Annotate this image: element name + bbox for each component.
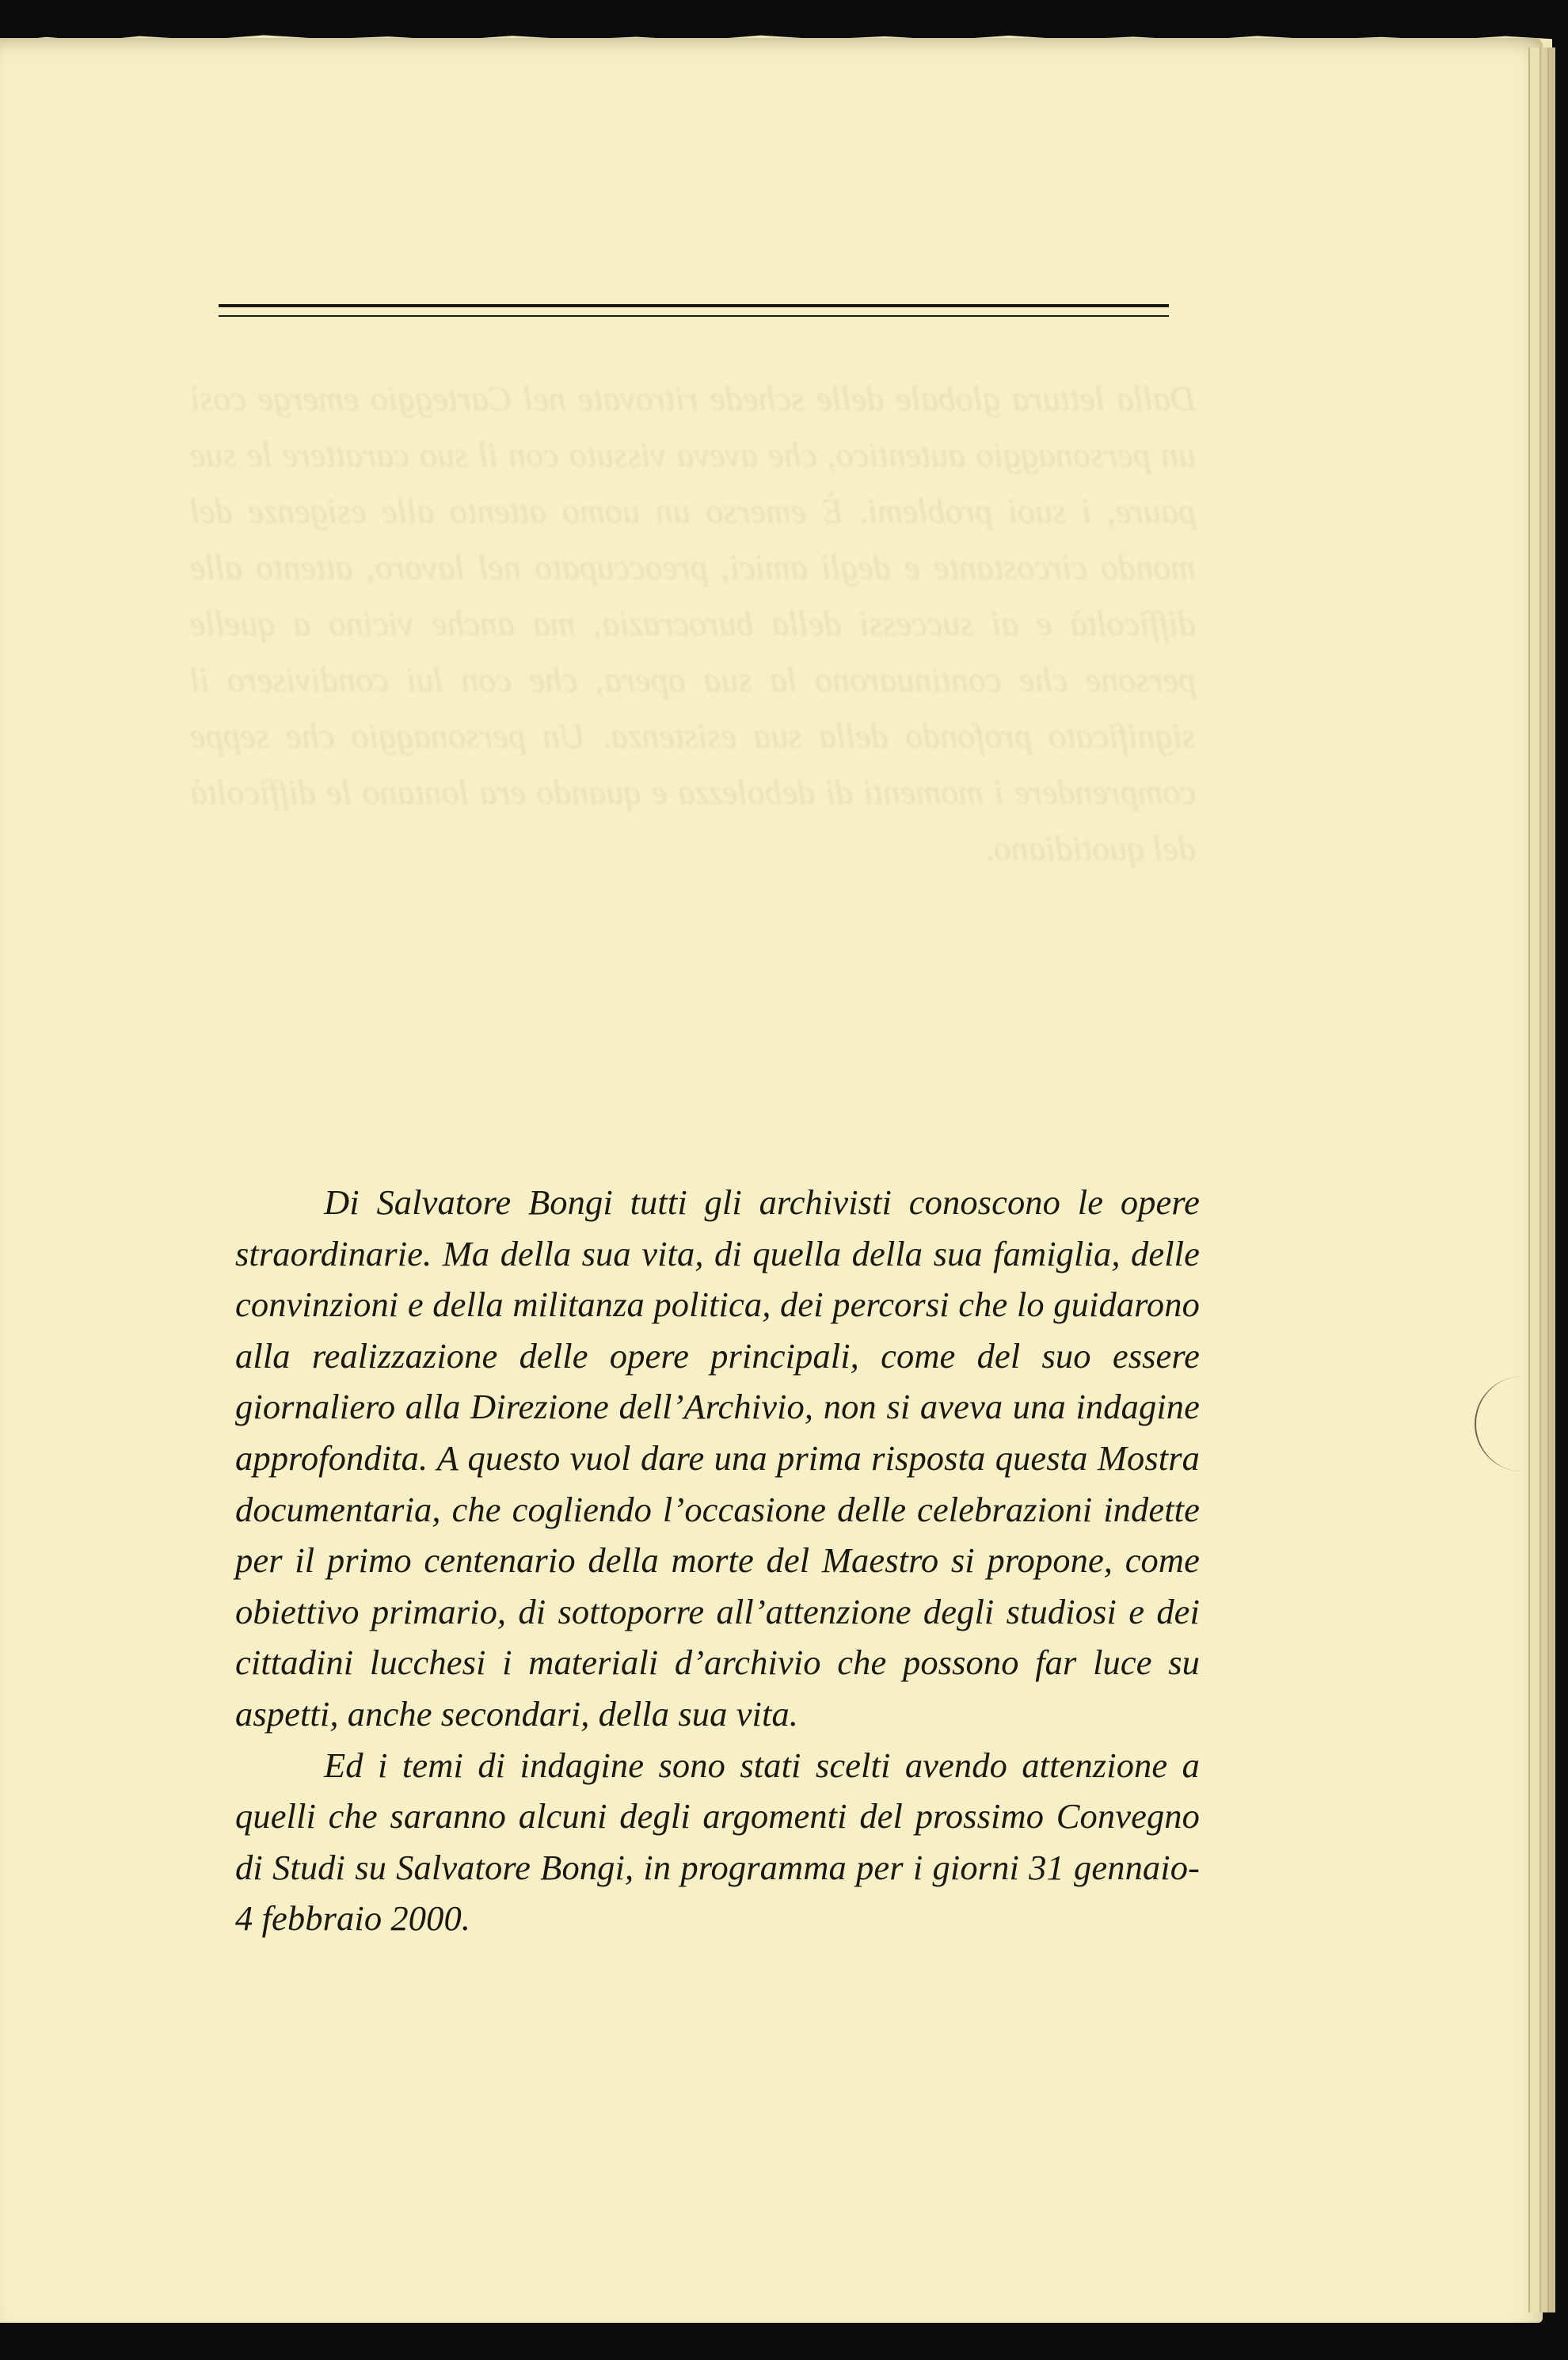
show-through-text: Dalla lettura globale delle schede ritrovate nel Carteggio emerge così un personaggio autentico, che aveva vissuto con il suo carattere le sue paure, i suoi problemi. È emerso un uomo attento alle esigenze del mondo circostante e degli amici, preoccupato nel lavoro, attento alle difficoltà e ai successi della burocrazia, ma anche vicino a quelle persone che continuarono la sua opera, che con lui condivisero il significato profondo della sua esistenza. Un personaggio che seppe comprendere i momenti di debolezza e quando era lontano le difficoltà del quotidiano. (190, 379, 1196, 868)
book-page (0, 38, 1543, 2323)
paragraph-2: Ed i temi di indagine sono stati scelti avendo attenzione a quelli che saranno alcuni degli argomenti del prossimo Convegno di Studi su Salvatore Bongi, in programma per i giorni 31 gennaio-4 febbraio 2000. (235, 1745, 1200, 1939)
header-rule-thick (219, 304, 1169, 307)
header-rule-thin (219, 315, 1169, 317)
paragraph-1: Di Salvatore Bongi tutti gli archivisti conoscono le opere straordinarie. Ma della sua vita, di quella della sua famiglia, delle convinzioni e della militanza politica, dei percorsi che lo guidarono alla realizzazione delle opere principali, come del suo essere giornaliero alla Direzione dell’Archivio, non si aveva una indagine approfondita. A questo vuol dare una prima risposta questa Mostra documentaria, che cogliendo l’occasione delle celebrazioni indette per il primo centenario della morte del Maestro si propone, come obiettivo primario, di sottoporre all’attenzione degli studiosi e dei cittadini lucchesi i materiali d’archivio che possono far luce su aspetti, anche secondari, della sua vita. (235, 1182, 1200, 1734)
page-edge (1547, 48, 1555, 2312)
body-text (235, 1177, 1200, 1944)
